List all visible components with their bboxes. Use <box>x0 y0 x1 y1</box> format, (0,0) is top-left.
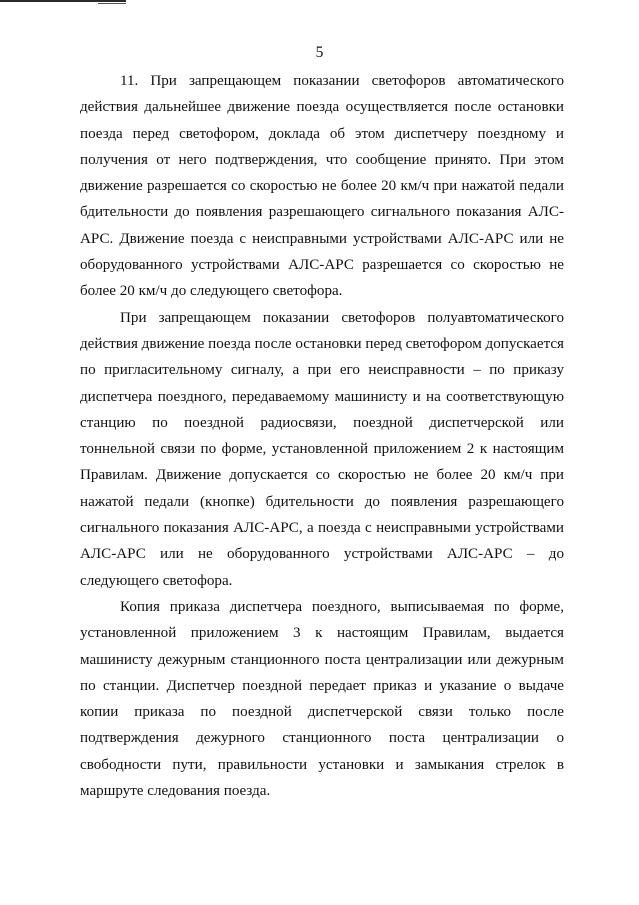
paragraph-semi-automatic-signals: При запрещающем показании светофоров полуавтоматического действия движение поезда после остановки перед светофором допускается по пригласительному сигналу, а при его неисправности – по приказу диспетчера поездного, передаваемому машинисту и на соответствующую станцию по поездной радиосвязи, поездной диспетчерской или тоннельной связи по форме, установленной приложением 2 к настоящим Правилам. Движение допускается со скоростью не более 20 км/ч при нажатой педали (кнопке) бдительности до появления разрешающего сигнального показания АЛС-АРС, а поезда с неисправными устройствами АЛС-АРС или не оборудованного устройствами АЛС-АРС – до следующего светофора. <box>80 309 564 589</box>
page-number: 5 <box>315 44 324 61</box>
paragraph-order-copy: Копия приказа диспетчера поездного, выписываемая по форме, установленной приложением 3 к настоящим Правилам, выдается машинисту дежурным станционного поста централизации или дежурным по станции. Диспетчер поездной передает приказ и указание о выдаче копии приказа по поездной диспетчерской связи только после подтверждения дежурного станционного поста централизации о свободности пути, правильности установки и замыкания стрелок в маршруте следования поезда. <box>80 598 564 800</box>
top-border-line-secondary <box>98 3 126 4</box>
document-body <box>80 68 564 804</box>
paragraph-11: 11. При запрещающем показании светофоров автоматического действия дальнейшее движение поезда осуществляется после остановки поезда перед светофором, доклада об этом диспетчеру поездному и получения от него подтверждения, что сообщение принято. При этом движение разрешается со скоростью не более 20 км/ч при нажатой педали бдительности до появления разрешающего сигнального показания АЛС-АРС. Движение поезда с неисправными устройствами АЛС-АРС или не оборудованного устройствами АЛС-АРС разрешается со скоростью не более 20 км/ч до следующего светофора. <box>80 73 564 300</box>
top-border-line <box>0 0 126 2</box>
